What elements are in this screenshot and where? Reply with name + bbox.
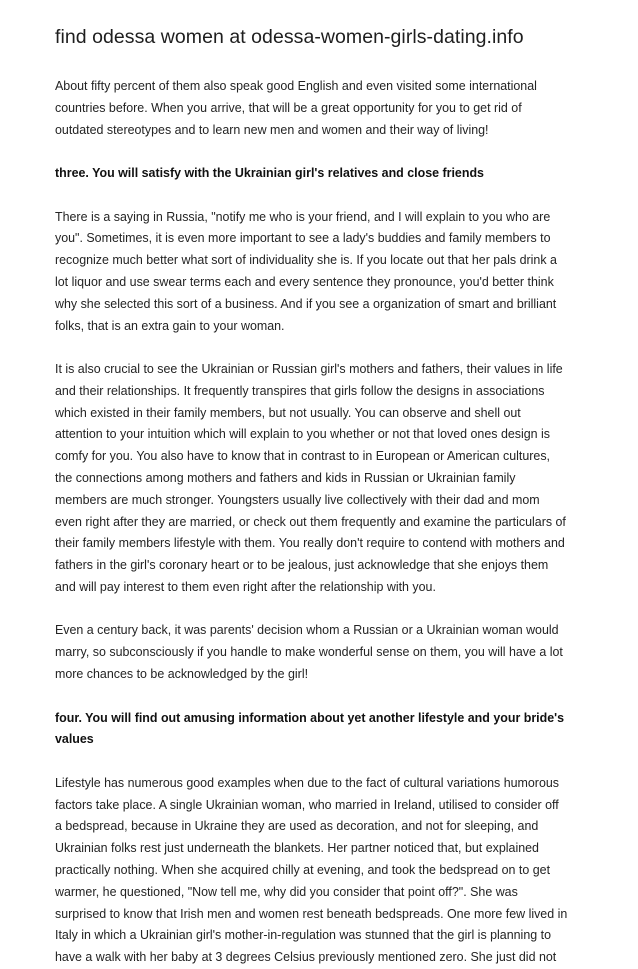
text-line: folks, that is an extra gain to your woman. [55, 318, 285, 333]
text-line: their family members lifestyle with them. You really don't require to contend with mothers and [55, 536, 565, 551]
document-title: find odessa women at odessa-women-girls-dating.info [55, 26, 524, 48]
text-line: warmer, he questioned, "Now tell me, why did you consider that point off?". She was [55, 884, 518, 899]
text-line: Ukrainian folks rest just underneath the blankets. Her partner noticed that, but explained [55, 841, 539, 856]
text-line: and will pay interest to them even right after the relationship with you. [55, 580, 436, 594]
text-line: attention to your intuition which will explain to you whether or not that loved ones design is [55, 427, 551, 442]
text-line: Italy in which a Ukrainian girl's mother-in-regulation was stunned that the girl is planning to [55, 928, 551, 943]
text-line: Lifestyle has numerous good examples when due to the fact of cultural variations humorous [55, 775, 560, 790]
text-line: recognize much better what sort of individuality she is. If you locate out that her pals drink a [55, 253, 557, 268]
text-line: which existed in their family members, but not usually. You can observe and shell out [55, 405, 521, 420]
text-line: the connections among mothers and fathers and kids in Russian or Ukrainian family [55, 471, 516, 486]
text-line: you". Sometimes, it is even more important to see a lady's buddies and family members to [55, 231, 551, 246]
paragraph-lifestyle [55, 773, 590, 969]
text-line: countries before. When you arrive, that will be a great opportunity for you to get rid of [55, 100, 522, 115]
text-line: There is a saying in Russia, "notify me who is your friend, and I will explain to you who are [55, 209, 551, 224]
text-line: Even a century back, it was parents' decision whom a Russian or a Ukrainian woman would [55, 623, 559, 638]
text-line: and their relationships. It frequently transpires that girls follow the designs in associations [55, 383, 545, 398]
text-line: marry, so subconsciously if you handle to make wonderful sense on them, you will have a lot [55, 645, 563, 660]
text-line: factors take place. A single Ukrainian woman, who married in Ireland, utilised to consider off [55, 797, 559, 812]
text-line: even right after they are married, or check out them frequently and examine the particulars of [55, 514, 566, 529]
paragraph-century [55, 620, 590, 685]
heading-line: three. You will satisfy with the Ukrainian girl's relatives and close friends [55, 166, 484, 181]
paragraph-intro [55, 76, 590, 141]
text-line: why she selected this sort of a business. And if you see a organization of smart and brilliant [55, 296, 557, 311]
text-line: comfy for you. You also have to know that in contrast to in European or American cultures, [55, 449, 551, 464]
text-line: It is also crucial to see the Ukrainian or Russian girl's mothers and fathers, their values in life [55, 362, 563, 377]
text-line: lot liquor and use swear terms each and every sentence they pronounce, you'd better think [55, 274, 554, 289]
text-line: fathers in the girl's coronary heart or to be jealous, just acknowledge that she enjoys them [55, 558, 549, 573]
section-heading-four [55, 708, 590, 752]
text-line: About fifty percent of them also speak good English and even visited some international [55, 79, 537, 93]
text-line: a bedspread, because in Ukraine they are used as decoration, and not for sleeping, and [55, 819, 539, 834]
text-line: more chances to be acknowledged by the girl! [55, 667, 309, 682]
text-line: practically nothing. When she acquired chilly at evening, and took the bedspread on to get [55, 863, 551, 878]
paragraph-parents [55, 359, 590, 599]
section-heading-three [55, 163, 590, 185]
text-line: have a walk with her baby at 3 degrees Celsius previously mentioned zero. She just did not [55, 950, 557, 965]
paragraph-friends [55, 207, 590, 338]
text-line: outdated stereotypes and to learn new men and women and their way of living! [55, 122, 489, 137]
heading-line: four. You will find out amusing information about yet another lifestyle and your bride's [55, 710, 565, 725]
heading-line: values [55, 732, 94, 747]
text-line: surprised to know that Irish men and women rest beneath bedspreads. One more few lived in [55, 906, 568, 921]
text-line: members are much stronger. Youngsters usually live collectively with their dad and mom [55, 492, 540, 507]
